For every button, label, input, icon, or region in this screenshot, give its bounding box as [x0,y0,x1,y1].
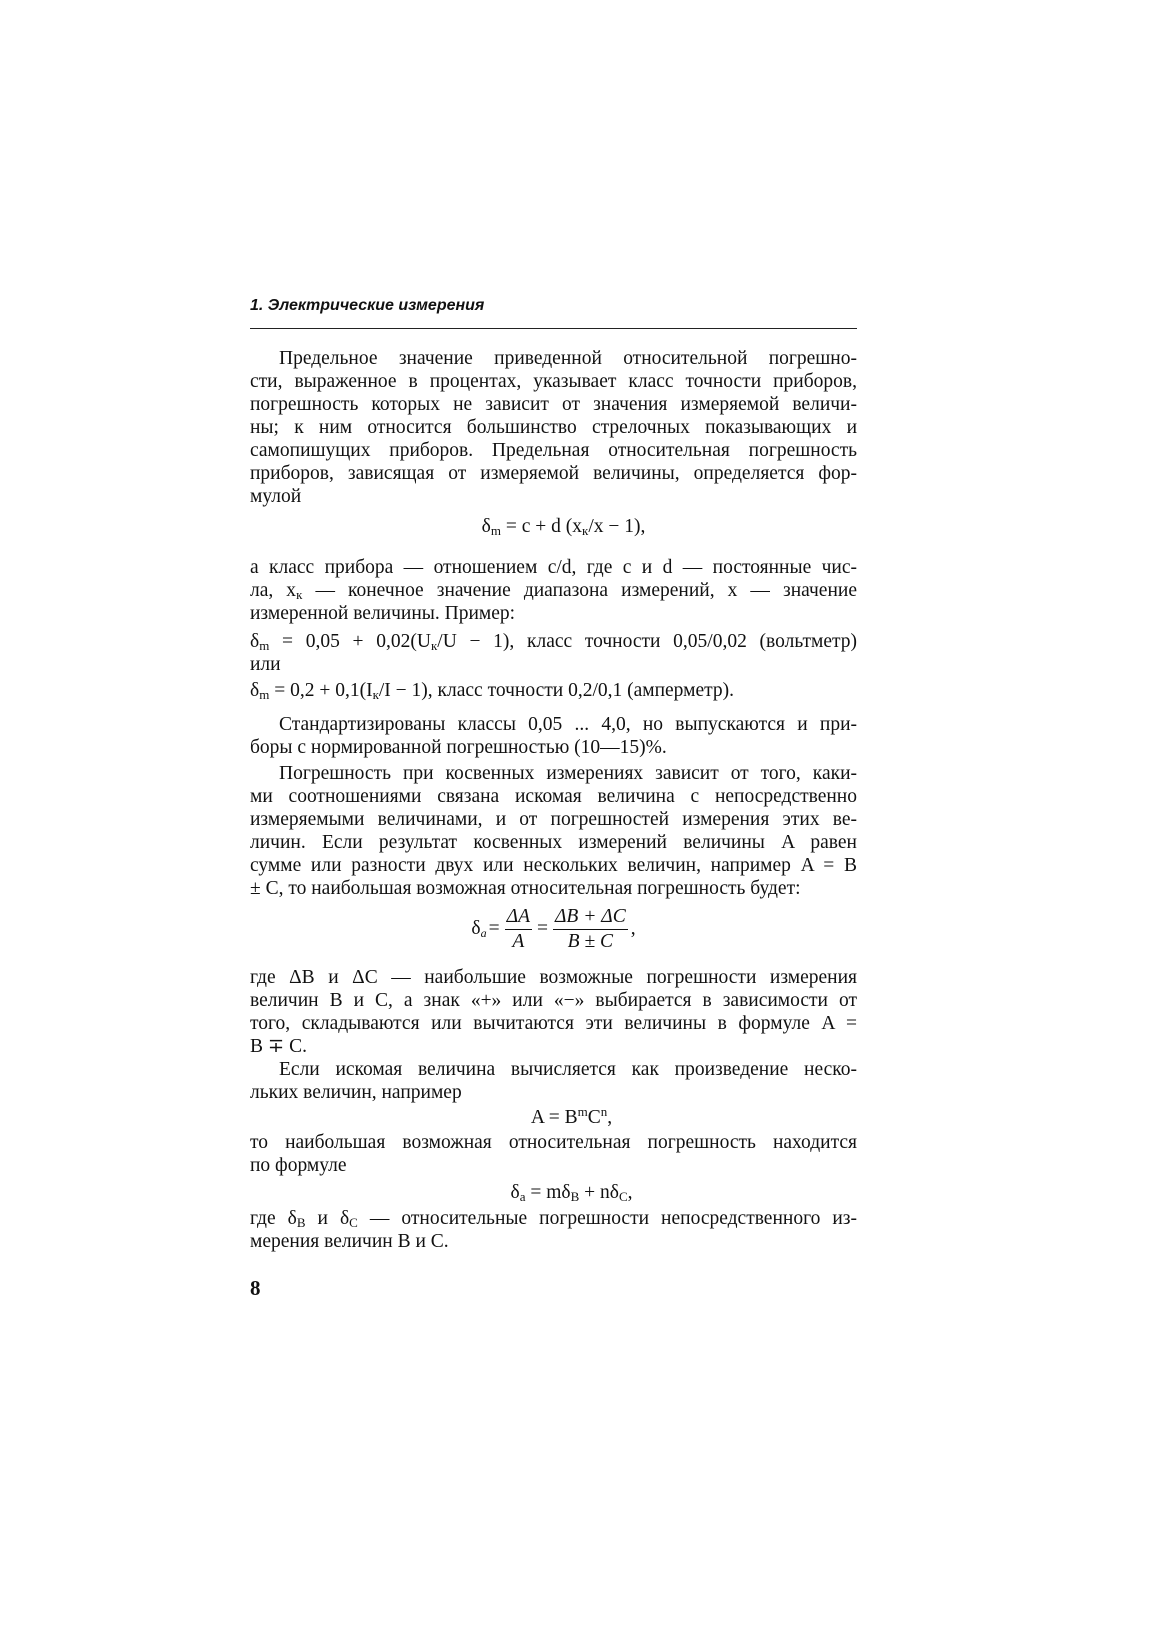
page-number: 8 [250,1276,261,1300]
text-line: сти, выраженное в процентах, указывает класс точности приборов, [250,371,857,392]
paragraph-standard-classes [250,713,857,759]
text-line: Предельное значение приведенной относительной погрешно- [279,348,857,369]
text-line: личин. Если результат косвенных измерений величины A равен [250,832,857,853]
example-voltmeter [250,630,857,676]
fraction-delta-a: $\frac{\Delta A}{A}$ [506,905,530,952]
text-line: того, складываются или вычитаются эти величины в формуле A = [250,1013,857,1034]
example-ammeter: $\delta_m = 0,2 + 0,1(I_к/I - 1)$, класс точности 0,2/0,1 (амперметр). [250,680,735,702]
formula-product-error: $\delta_a = m\delta_B + n\delta_C$, [510,1182,633,1204]
paragraph-class-ratio [250,556,857,625]
paragraph-direct-errors [250,1207,857,1253]
paragraph-indirect-measurement [250,762,857,900]
text-line: ла, $x_к$ — конечное значение диапазона измерений, x — значение [250,580,857,602]
paragraph-max-error [250,1131,857,1177]
text-line: ± C, то наибольшая возможная относительная погрешность будет: [250,878,801,899]
text-line: боры с нормированной погрешностью (10—15)%. [250,737,667,758]
running-header: 1. Электрические измерения [250,297,485,314]
text-line: мерения величин B и C. [250,1231,449,1252]
fraction-delta-bc: $\frac{\Delta B + \Delta C}{B \pm C}$ [554,905,626,952]
text-line: то наибольшая возможная относительная погрешность находится [250,1132,857,1153]
text-line: Если искомая величина вычисляется как произведение неско- [279,1059,857,1080]
text-line: сумме или разности двух или нескольких величин, например A = B [250,855,857,876]
text-line: величин B и C, а знак «+» или «−» выбирается в зависимости от [250,990,857,1011]
text-line: мулой [250,486,302,507]
paragraph-accuracy-class [250,347,857,508]
formula-sum-error: $\delta_a$ = $\frac{\Delta A}{A}$ = $\frac{\Delta B + \Delta C}{B \pm C}$ , [471,905,636,952]
text-line: где $\delta_B$ и $\delta_C$ — относительные погрешности непосредственного из- [250,1208,857,1230]
paragraph-product [250,1058,857,1104]
text-line: B ∓ C. [250,1036,307,1057]
text-line: измеренной величины. Пример: [250,603,516,624]
text-line: $\delta_m = 0,05 + 0,02(U_к/U - 1)$, класс точности 0,05/0,02 (вольтметр) [250,631,857,653]
formula-relative-error: $\delta_m = c + d$ $(x_к/x - 1)$, [481,516,646,538]
text-line: Стандартизированы классы 0,05 ... 4,0, но выпускаются и при- [279,714,857,735]
formula-product: $A = B^mC^n$, [530,1104,613,1128]
text-line: погрешность которых не зависит от значения измеряемой величи- [250,394,857,415]
formula-lhs: $\delta_a$ [471,918,487,940]
text-line: льких величин, например [250,1082,462,1103]
text-line: приборов, зависящая от измеряемой величины, определяется фор- [250,463,857,484]
text-line: Погрешность при косвенных измерениях зависит от того, каки- [279,763,857,784]
text-line: измеряемыми величинами, и от погрешностей измерения этих ве- [250,809,857,830]
text-line: по формуле [250,1155,347,1176]
text-line: ми соотношениями связана искомая величина с непосредственно [250,786,857,807]
text-line: самопишущих приборов. Предельная относительная погрешность [250,440,857,461]
text-line: или [250,654,281,675]
text-line: ны; к ним относится большинство стрелочных показывающих и [250,417,857,438]
text-line: а класс прибора — отношением c/d, где c и d — постоянные чис- [250,557,857,578]
header-rule [250,328,857,329]
paragraph-sign-choice [250,966,857,1058]
text-line: где ΔB и ΔC — наибольшие возможные погрешности измерения [250,967,857,988]
